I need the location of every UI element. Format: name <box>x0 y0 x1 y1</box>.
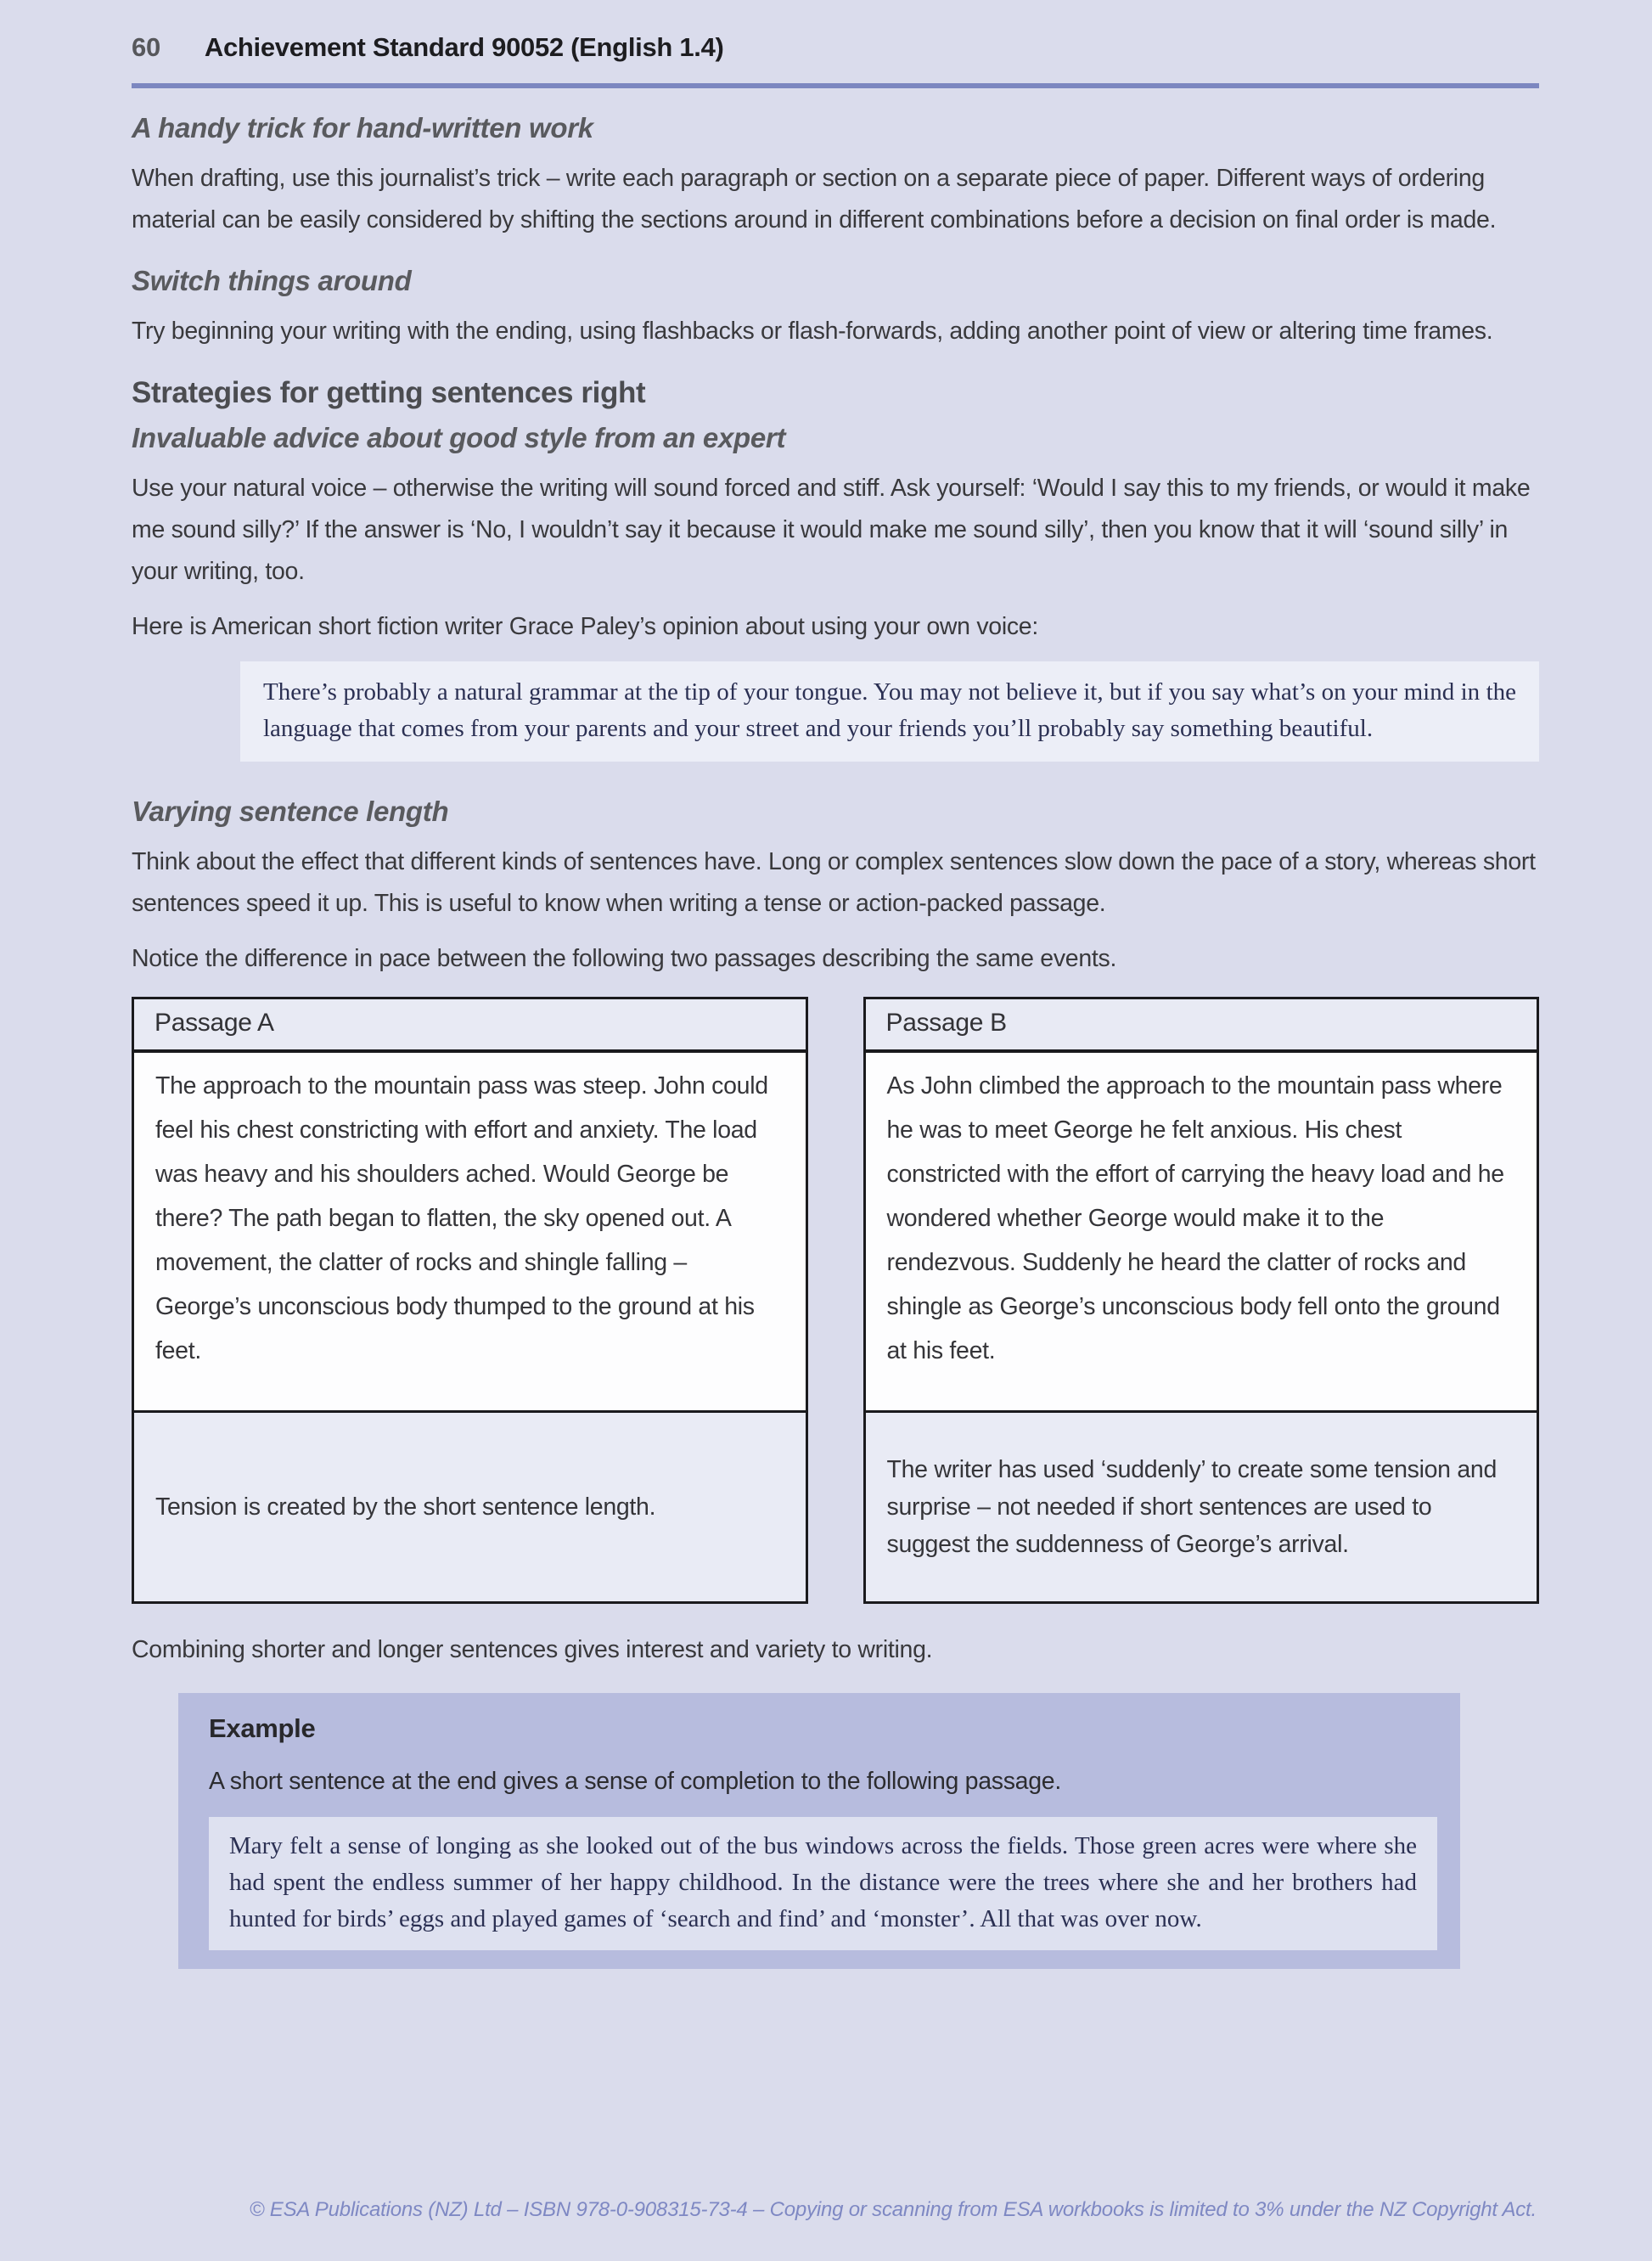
passage-b-header: Passage B <box>866 999 1537 1053</box>
passage-a-header: Passage A <box>134 999 806 1053</box>
heading-switch-things: Switch things around <box>132 265 412 296</box>
page-header <box>132 32 1539 63</box>
example-quote-box <box>209 1817 1437 1950</box>
heading-varying-length: Varying sentence length <box>132 796 449 827</box>
paley-quote-box <box>240 661 1539 762</box>
paragraph-natural-voice: Use your natural voice – otherwise the writing will sound forced and stiff. Ask yourself: ‘Would I say this to my friends, or would it make me sound silly?’ If the answer is ‘No, I wouldn’t say it because it would make me sound silly’, then you know that it will ‘sound silly’ in your writing, too. <box>132 475 1531 585</box>
paragraph-drafting: When drafting, use this journalist’s trick – write each paragraph or section on a separate piece of paper. Different ways of ordering material can be easily considered by shifting the sections around in different combinations before a decision on final order is made. <box>132 165 1497 233</box>
paragraph-try-beginning: Try beginning your writing with the ending, using flashbacks or flash-forwards, adding another point of view or altering time frames. <box>132 318 1493 345</box>
passage-b-comment <box>866 1413 1537 1601</box>
paragraph-grace-paley-intro: Here is American short fiction writer Grace Paley’s opinion about using your own voice: <box>132 613 1038 640</box>
passage-comparison-tables <box>132 997 1539 1604</box>
paragraph-combining: Combining shorter and longer sentences gives interest and variety to writing. <box>132 1636 933 1663</box>
heading-strategies: Strategies for getting sentences right <box>132 376 646 409</box>
paragraph-think-effect: Think about the effect that different kinds of sentences have. Long or complex sentences slow down the pace of a story, whereas short sentences speed it up. This is useful to know when writing a tense or action-packed passage. <box>132 848 1536 917</box>
passage-a-comment-text: Tension is created by the short sentence length. <box>155 1493 656 1521</box>
passage-b-text: As John climbed the approach to the mountain pass where he was to meet George he felt anxious. His chest constricted with the effort of carrying the heavy load and he wondered whether George would make it to the rendezvous. Suddenly he heard the clatter of rocks and shingle as George’s unconscious body fell onto the ground at his feet. <box>866 1053 1537 1413</box>
paragraph-notice-difference: Notice the difference in pace between the following two passages describing the same events. <box>132 945 1117 972</box>
page-number: 60 <box>132 32 160 62</box>
example-box <box>178 1693 1460 1969</box>
example-intro: A short sentence at the end gives a sense of completion to the following passage. <box>209 1768 1061 1795</box>
paley-quote-text: There’s probably a natural grammar at the tip of your tongue. You may not believe it, but if you say what’s on your mind in the language that comes from your parents and your street and your friends you’ll probably say something beautiful. <box>263 678 1516 742</box>
workbook-page <box>132 32 1539 1969</box>
heading-invaluable-advice: Invaluable advice about good style from an expert <box>132 422 786 453</box>
passage-b-comment-text: The writer has used ‘suddenly’ to create some tension and surprise – not needed if short sentences are used to suggest the suddenness of George’s arrival. <box>886 1456 1497 1558</box>
example-label: Example <box>209 1713 316 1743</box>
page-title: Achievement Standard 90052 (English 1.4) <box>204 32 724 62</box>
heading-handy-trick: A handy trick for hand-written work <box>132 112 593 143</box>
header-rule <box>132 83 1539 88</box>
example-quote-text: Mary felt a sense of longing as she looked out of the bus windows across the fields. Those green acres were where she had spent the endless summer of her happy childhood. In the distance were the trees where she and her brothers had hunted for birds’ eggs and played games of ‘search and find’ and ‘monster’. All that was over now. <box>229 1832 1417 1932</box>
passage-a-comment <box>134 1413 806 1601</box>
copyright-footer: © ESA Publications (NZ) Ltd – ISBN 978-0-908315-73-4 – Copying or scanning from ESA workbooks is limited to 3% under the NZ Copyright Act. <box>249 2198 1537 2221</box>
passage-a-text: The approach to the mountain pass was steep. John could feel his chest constricting with effort and anxiety. The load was heavy and his shoulders ached. Would George be there? The path began to flatten, the sky opened out. A movement, the clatter of rocks and shingle falling – George’s unconscious body thumped to the ground at his feet. <box>134 1053 806 1413</box>
passage-b-table <box>863 997 1540 1604</box>
passage-a-table <box>132 997 808 1604</box>
